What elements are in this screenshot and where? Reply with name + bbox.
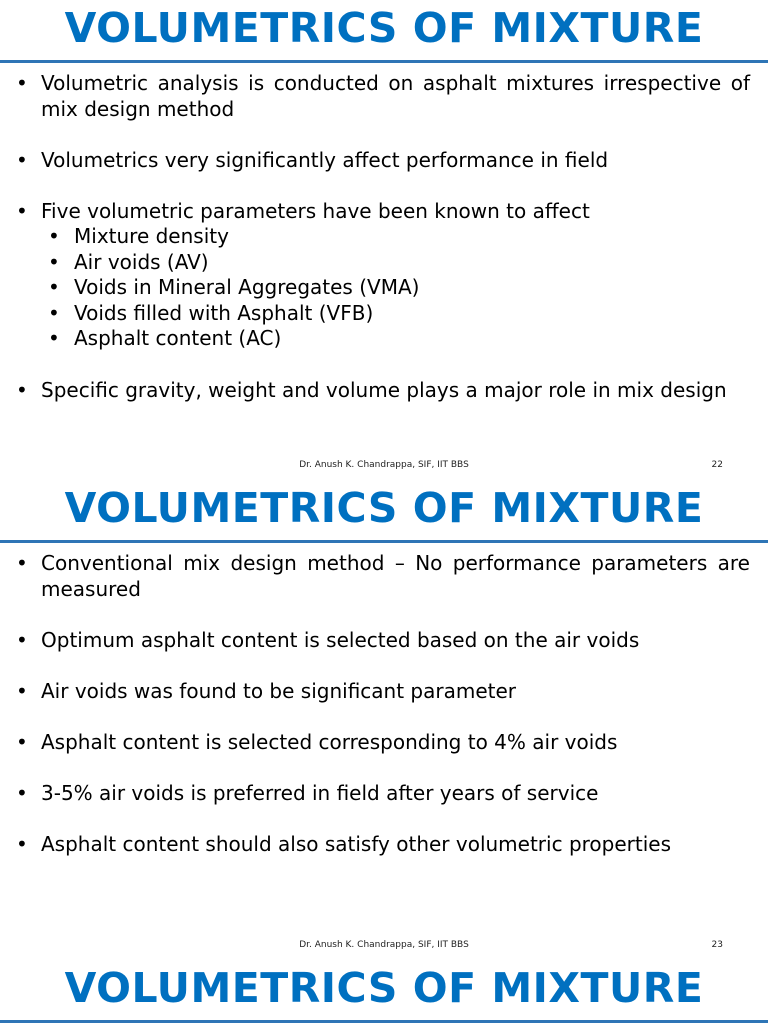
sub-bullet-item: • Air voids (AV) — [41, 250, 750, 276]
bullet-text: Specific gravity, weight and volume plays a major role in mix design — [41, 377, 727, 402]
slide-title: VOLUMETRICS OF MIXTURE — [64, 4, 704, 52]
title-divider — [0, 540, 768, 543]
sub-bullet-item: • Mixture density — [41, 224, 750, 250]
bullet-item — [0, 627, 768, 653]
slide-23 — [0, 480, 768, 960]
title-divider — [0, 60, 768, 63]
page-number: 23 — [711, 940, 723, 950]
bullet-text: Asphalt content is selected corresponding to 4% air voids — [41, 730, 618, 754]
bullet-list — [0, 70, 768, 428]
sub-bullet-item: • Voids filled with Asphalt (VFB) — [41, 301, 750, 327]
bullet-item — [0, 729, 768, 755]
bullet-text: Volumetrics very significantly affect performance in field — [41, 148, 609, 172]
bullet-list — [0, 550, 768, 882]
bullet-text: Conventional mix design method – No performance parameters are measured — [41, 551, 750, 601]
bullet-item — [0, 70, 768, 122]
bullet-item — [0, 780, 768, 806]
slide-title: VOLUMETRICS OF MIXTURE — [64, 484, 704, 532]
footer-author: Dr. Anush K. Chandrappa, SIF, IIT BBS — [299, 940, 469, 950]
slide-footer — [0, 937, 768, 953]
bullet-text: 3-5% air voids is preferred in field after years of service — [41, 781, 599, 805]
footer-author: Dr. Anush K. Chandrappa, SIF, IIT BBS — [299, 460, 469, 470]
sub-bullet-list — [41, 224, 750, 352]
bullet-item — [0, 678, 768, 704]
slide-22 — [0, 0, 768, 480]
bullet-text: Five volumetric parameters have been known to affect — [41, 199, 590, 223]
bullet-text: Air voids was found to be significant parameter — [41, 679, 516, 703]
bullet-item — [0, 550, 768, 602]
bullet-item — [0, 147, 768, 173]
page-number: 22 — [711, 460, 723, 470]
sub-bullet-item: • Voids in Mineral Aggregates (VMA) — [41, 275, 750, 301]
slide-title: VOLUMETRICS OF MIXTURE — [64, 964, 704, 1012]
bullet-text: Optimum asphalt content is selected based on the air voids — [41, 628, 640, 652]
bullet-item — [0, 831, 768, 857]
title-divider — [0, 1020, 768, 1023]
sub-bullet-item: • Asphalt content (AC) — [41, 326, 750, 352]
bullet-text: Volumetric analysis is conducted on asphalt mixtures irrespective of mix design method — [41, 71, 750, 121]
bullet-text: Asphalt content should also satisfy other volumetric properties — [41, 832, 671, 856]
slide-24 — [0, 960, 768, 1024]
bullet-item — [0, 377, 768, 403]
bullet-item — [0, 198, 768, 352]
slide-footer — [0, 457, 768, 473]
